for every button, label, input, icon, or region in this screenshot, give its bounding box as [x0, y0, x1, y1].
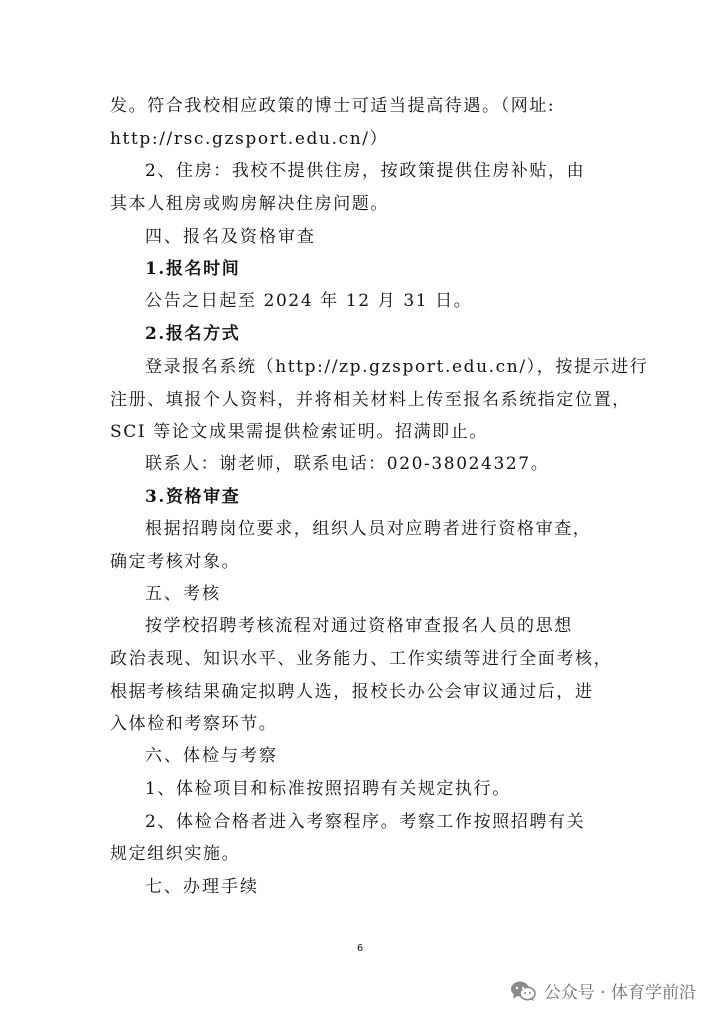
body-text-line: 根据考核结果确定拟聘人选，报校长办公会审议通过后，进 [110, 682, 594, 702]
subsection-heading: 2.报名方式 [145, 324, 241, 344]
body-text-line: 注册、填报个人资料，并将相关材料上传至报名系统指定位置， [110, 390, 631, 410]
section-heading: 六、体检与考察 [145, 746, 278, 766]
body-text-line: 入体检和考察环节。 [110, 714, 278, 734]
body-text-line: 按学校招聘考核流程对通过资格审查报名人员的思想 [145, 616, 573, 636]
subsection-heading: 1.报名时间 [145, 259, 241, 279]
subsection-heading: 3.资格审查 [145, 487, 241, 507]
section-heading: 七、办理手续 [145, 877, 259, 897]
wechat-icon [510, 980, 536, 1002]
section-heading: 五、考核 [145, 584, 221, 604]
body-text-line: 1、体检项目和标准按照招聘有关规定执行。 [145, 779, 511, 799]
contact-line: 联系人：谢老师，联系电话：020-38024327。 [145, 454, 550, 474]
body-text-line: 2、体检合格者进入考察程序。考察工作按照招聘有关 [145, 812, 586, 832]
body-text-line: 登录报名系统（http://zp.gzsport.edu.cn/），按提示进行 [145, 357, 649, 377]
body-text-line: 规定组织实施。 [110, 844, 241, 864]
body-text-line: 政治表现、知识水平、业务能力、工作实绩等进行全面考核， [110, 649, 613, 669]
body-text-line: 2、住房：我校不提供住房，按政策提供住房补贴，由 [145, 161, 586, 181]
watermark [510, 978, 696, 1003]
watermark-text: 公众号 · 体育学前沿 [543, 983, 696, 1003]
body-text-line: 发。符合我校相应政策的博士可适当提高待遇。（网址: [110, 96, 556, 116]
body-text-line: 根据招聘岗位要求，组织人员对应聘者进行资格审查， [145, 519, 592, 539]
body-text-line: 确定考核对象。 [110, 552, 241, 572]
body-text-line: 其本人租房或购房解决住房问题。 [110, 194, 389, 214]
page-number: 6 [356, 943, 364, 954]
url-line: http://rsc.gzsport.edu.cn/） [110, 129, 389, 149]
body-text-line: 公告之日起至 2024 年 12 月 31 日。 [145, 291, 473, 311]
body-text-line: SCI 等论文成果需提供检索证明。招满即止。 [110, 422, 488, 442]
section-heading: 四、报名及资格审查 [145, 227, 316, 247]
